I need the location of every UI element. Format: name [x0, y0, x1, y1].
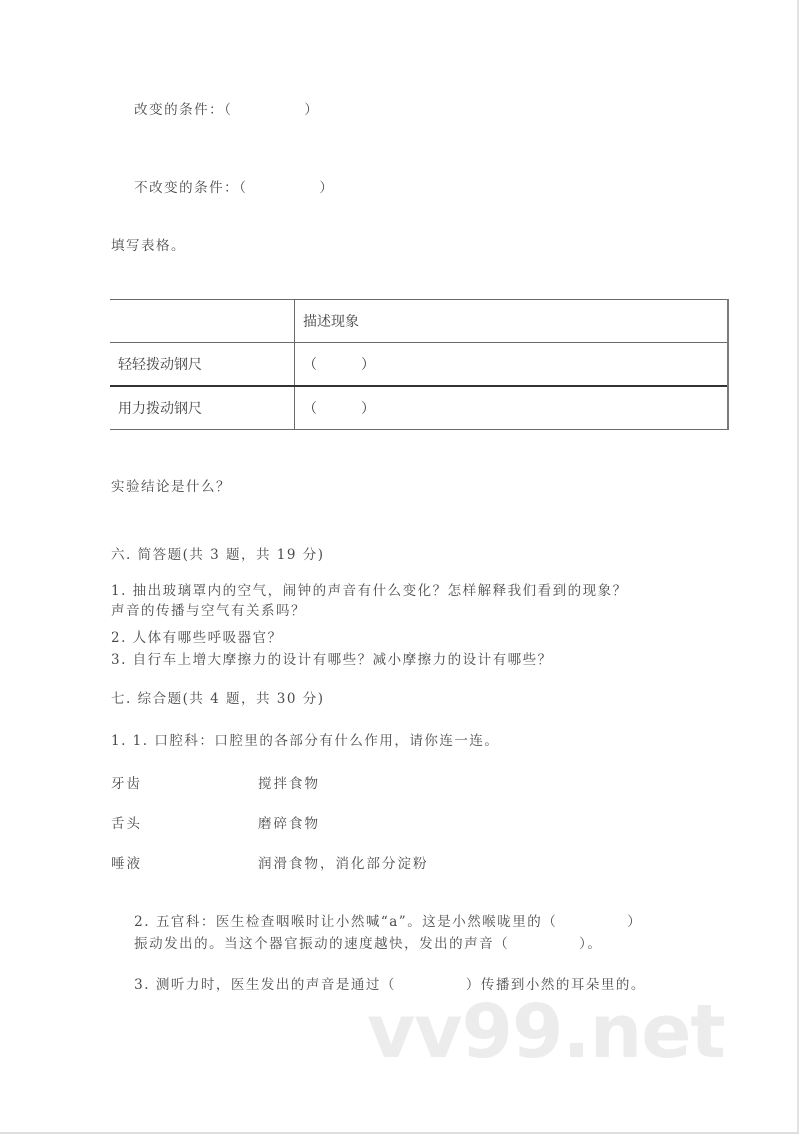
matching-right-item[interactable]: 磨碎食物 — [258, 816, 320, 832]
table-header-empty — [110, 300, 295, 343]
changed-condition-label: 改变的条件：（ — [134, 102, 233, 118]
matching-right-item[interactable]: 搅拌食物 — [258, 776, 320, 792]
table-row-label: 用力拨动钢尺 — [110, 386, 295, 430]
question-text: 2. 五官科：医生检查咽喉时让小然喊“a”。这是小然喉咙里的（ — [134, 914, 558, 930]
open-paren: （ — [303, 401, 318, 417]
matching-left-item[interactable]: 牙齿 — [111, 776, 142, 792]
section-6-question: 声音的传播与空气有关系吗？ — [111, 603, 306, 619]
section-6-title: 六. 简答题(共 3 题，共 19 分) — [111, 547, 325, 563]
section-6-question: 1. 抽出玻璃罩内的空气，闹钟的声音有什么变化？怎样解释我们看到的现象？ — [111, 583, 628, 599]
table-header-row — [110, 300, 728, 343]
table-row — [110, 386, 728, 430]
watermark: vv99.net — [367, 989, 725, 1075]
section-6-question: 2. 人体有哪些呼吸器官？ — [111, 630, 283, 646]
question-text: 振动发出的。当这个器官振动的速度越快，发出的声音（ — [134, 936, 510, 952]
observation-table — [110, 299, 729, 430]
conclusion-question: 实验结论是什么？ — [111, 479, 231, 495]
question-text: ）传播到小然的耳朵里的。 — [465, 977, 646, 993]
question-text: 3. 测听力时，医生发出的声音是通过（ — [134, 977, 396, 993]
table-row — [110, 343, 728, 387]
matching-left-item[interactable]: 唾液 — [111, 856, 142, 872]
close-paren: ） — [361, 401, 376, 417]
close-paren: ） — [304, 102, 320, 118]
unchanged-condition-line — [111, 158, 334, 218]
close-paren: ）。 — [579, 936, 603, 952]
matching-left-item[interactable]: 舌头 — [111, 816, 142, 832]
matching-right-item[interactable]: 润滑食物，消化部分淀粉 — [258, 856, 429, 872]
changed-condition-line — [111, 80, 319, 140]
close-paren: ） — [319, 180, 335, 196]
section-7-title: 七. 综合题(共 4 题，共 30 分) — [111, 691, 325, 707]
table-instruction: 填写表格。 — [111, 238, 186, 254]
table-row-label: 轻轻拨动钢尺 — [110, 343, 295, 387]
close-paren: ） — [361, 357, 376, 373]
open-paren: （ — [303, 357, 318, 373]
table-header-describe: 描述现象 — [295, 300, 729, 343]
table-answer-cell[interactable] — [295, 386, 729, 430]
close-paren: ） — [627, 914, 643, 930]
section-7-question-1: 1. 1. 口腔科：口腔里的各部分有什么作用，请你连一连。 — [111, 733, 500, 749]
section-6-question: 3. 自行车上增大摩擦力的设计有哪些？减小摩擦力的设计有哪些？ — [111, 652, 553, 668]
table-answer-cell[interactable] — [295, 343, 729, 387]
unchanged-condition-label: 不改变的条件：（ — [134, 180, 248, 196]
